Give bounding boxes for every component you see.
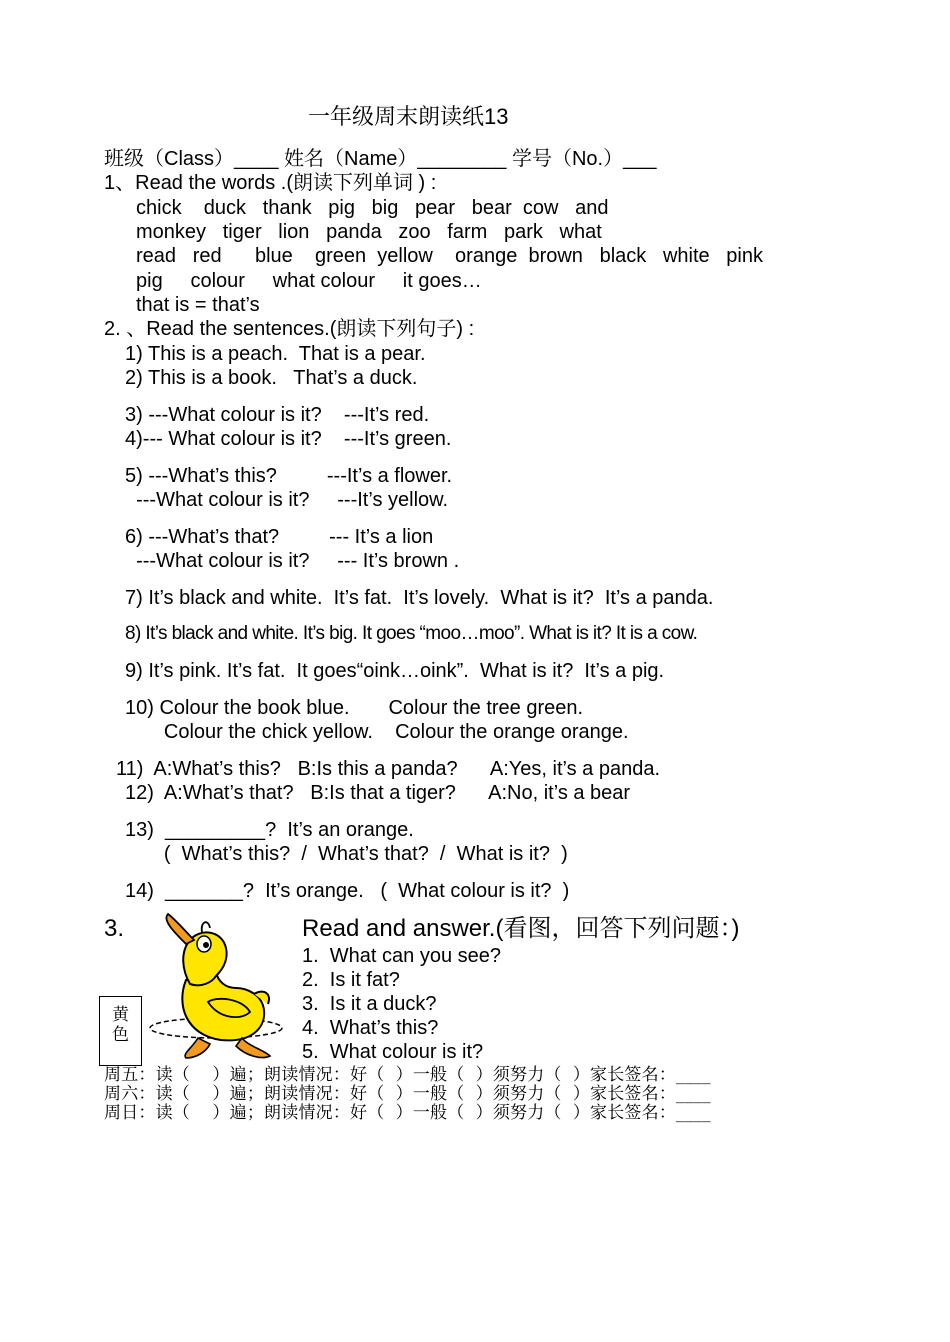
color-label-char: 黄 (112, 1005, 129, 1025)
sentence-line: Colour the chick yellow. Colour the orange orange. (125, 721, 629, 743)
sentence-line: 8) It’s black and white. It’s big. It goes “moo…moo”. What is it? It is a cow. (125, 623, 698, 644)
sentence-line: 4)--- What colour is it? ---It’s green. (125, 428, 452, 450)
sentence-line: 7) It’s black and white. It’s fat. It’s lovely. What is it? It’s a panda. (125, 587, 714, 609)
question-line: 3. Is it a duck? (302, 993, 437, 1015)
fill-blank-line: 14) _______? It’s orange. ( What colour is it? ) (125, 880, 570, 902)
question-line: 5. What colour is it? (302, 1041, 484, 1063)
question-line: 2. Is it fat? (302, 969, 400, 991)
word-row: that is = that’s (136, 294, 260, 316)
word-row: chick duck thank pig big pear bear cow and (136, 197, 609, 219)
section1-heading: 1、Read the words .(朗读下列单词 ) : (104, 172, 437, 194)
sentence-line: 10) Colour the book blue. Colour the tree green. (125, 697, 584, 719)
reading-record-line: 周五：读（ ）遍；朗读情况：好（ ）一般（ ）须努力（ ）家长签名：____ (104, 1065, 711, 1085)
color-label-box (99, 996, 142, 1066)
section2-heading: 2. 、Read the sentences.(朗读下列句子) : (104, 318, 475, 340)
sentence-line: 2) This is a book. That’s a duck. (125, 367, 418, 389)
dialogue-line: 12) A:What’s that? B:Is that a tiger? A:No, it’s a bear (125, 782, 631, 804)
sentence-line: 1) This is a peach. That is a pear. (125, 343, 426, 365)
color-label-char: 色 (112, 1025, 129, 1045)
fill-blank-options: ( What’s this? / What’s that? / What is it? ) (125, 843, 568, 865)
sentence-line: 9) It’s pink. It’s fat. It goes“oink…oink”. What is it? It’s a pig. (125, 660, 665, 682)
page-title: 一年级周末朗读纸13 (308, 104, 509, 129)
section3-number: 3. (104, 915, 125, 942)
question-line: 4. What’s this? (302, 1017, 439, 1039)
dialogue-line: 11) A:What’s this? B:Is this a panda? A:Yes, it’s a panda. (116, 758, 661, 780)
fill-blank-line: 13) _________? It’s an orange. (125, 819, 414, 841)
sentence-line: 5) ---What’s this? ---It’s a flower. (125, 465, 453, 487)
reading-record-line: 周六：读（ ）遍；朗读情况：好（ ）一般（ ）须努力（ ）家长签名：____ (104, 1084, 711, 1104)
sentence-line: 6) ---What’s that? --- It’s a lion (125, 526, 434, 548)
sentence-line: 3) ---What colour is it? ---It’s red. (125, 404, 430, 426)
reading-record-line: 周日：读（ ）遍；朗读情况：好（ ）一般（ ）须努力（ ）家长签名：____ (104, 1103, 711, 1123)
word-row: pig colour what colour it goes… (136, 270, 482, 292)
word-row: read red blue green yellow orange brown black white pink (136, 245, 763, 267)
sentence-line: ---What colour is it? --- It’s brown . (125, 550, 460, 572)
question-line: 1. What can you see? (302, 945, 502, 967)
section3-heading: Read and answer.(看图，回答下列问题：) (302, 915, 740, 942)
duck-icon (146, 910, 286, 1062)
sentence-line: ---What colour is it? ---It’s yellow. (125, 489, 449, 511)
student-info-line: 班级（Class）____ 姓名（Name）________ 学号（No.）___ (104, 148, 657, 170)
word-row: monkey tiger lion panda zoo farm park what (136, 221, 602, 243)
